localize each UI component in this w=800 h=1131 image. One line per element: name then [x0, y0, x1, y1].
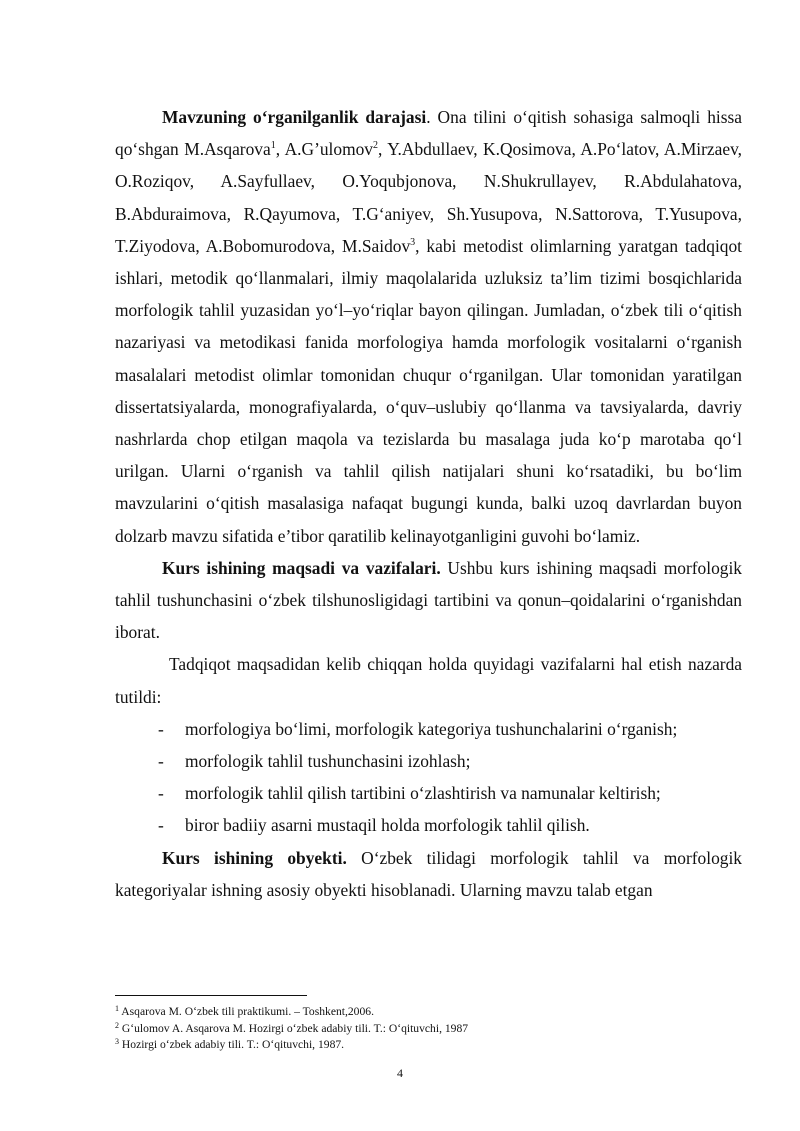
- list-item: [115, 809, 742, 841]
- footnotes: [115, 1004, 742, 1054]
- heading-object: Kurs ishining obyekti.: [162, 847, 347, 868]
- footnote: [115, 1037, 742, 1054]
- list-marker: -: [158, 815, 164, 836]
- footnote-mark: 1: [115, 1004, 119, 1013]
- footnote-text: Asqarova M. O‘zbek tili praktikumi. – Toshkent,2006.: [119, 1005, 374, 1018]
- list-item-text: morfologiya bo‘limi, morfologik kategoriya tushunchalarini o‘rganish;: [185, 718, 678, 739]
- page-number: 4: [397, 1066, 403, 1080]
- list-item-text: morfologik tahlil qilish tartibini o‘zlashtirish va namunalar keltirish;: [185, 783, 661, 804]
- list-marker: -: [158, 718, 164, 739]
- footnote-text: Hozirgi o‘zbek adabiy tili. T.: O‘qituvchi, 1987.: [119, 1038, 345, 1051]
- footnote-ref: 3: [410, 236, 416, 248]
- paragraph-object: [115, 842, 742, 906]
- footnote-mark: 3: [115, 1037, 119, 1046]
- task-list: [115, 713, 742, 842]
- footnote-ref: 2: [373, 140, 379, 152]
- list-item: [115, 713, 742, 745]
- paragraph-text: . Ona tilini o‘qitish sohasiga salmoqli hissa qo‘shgan M.Asqarova: [115, 107, 742, 160]
- paragraph-text: , A.G’ulomov: [275, 139, 374, 160]
- heading-goals: Kurs ishining maqsadi va vazifalari.: [162, 557, 441, 578]
- list-item-text: biror badiiy asarni mustaqil holda morfologik tahlil qilish.: [185, 815, 590, 836]
- list-marker: -: [158, 783, 164, 804]
- list-item: [115, 745, 742, 777]
- paragraph-text: O‘zbek tilidagi morfologik tahlil va morfologik kategoriyalar ishning asosiy obyekti hisoblanadi. Ularning mavzu talab etgan: [115, 847, 743, 900]
- paragraph-tasks-intro: Tadqiqot maqsadidan kelib chiqqan holda quyidagi vazifalarni hal etish nazarda tutildi:: [115, 654, 742, 707]
- paragraph-study-level: [115, 101, 742, 552]
- body-text: [115, 101, 742, 906]
- footnote-separator: [115, 995, 307, 996]
- heading-study-level: Mavzuning o‘rganilganlik darajasi: [162, 107, 427, 127]
- paragraph-text: , kabi metodist olimlarning yaratgan tadqiqot ishlari, metodik qo‘llanmalari, ilmiy maqolalarida uzluksiz ta’lim tizimi bosqichlarida morfologik tahlil yuzasidan yo‘l–yo‘riqlar bayon qilingan. Jumladan, o‘zbek tili o‘qitish nazariyasi va metodikasi fanida morfologiya hamda morfologik vositalarni o‘rganish masalalari metodist olimlar tomonidan chuqur o‘rganilgan. Ular tomonidan yaratilgan dissertatsiyalarda, monografiyalarda, o‘quv–uslubiy qo‘llanma va tavsiyalarda, davriy nashrlarda chop etilgan maqola va tezislarda bu masalaga juda ko‘p marotaba qo‘l urilgan. Ularni o‘rganish va tahlil qilish natijalari shuni ko‘rsatadiki, bu bo‘lim mavzularini o‘qitish masalasiga nafaqat bugungi kunda, balki uzoq davrlardan buyon dolzarb mavzu sifatida e’tibor qaratilib kelinayotganligini guvohi bo‘lamiz.: [115, 235, 743, 546]
- list-item: [115, 777, 742, 809]
- paragraph-text: , Y.Abdullaev, K.Qosimova, A.Po‘latov, A.Mirzaev, O.Roziqov, A.Sayfullaev, O.Yoqubjonova, N.Shukrullayev, R.Abdulahatova, B.Abduraimova, R.Qayumova, T.G‘aniyev, Sh.Yusupova, N.Sattorova, T.Yusupova, T.Ziyodova, A.Bobomurodova, M.Saidov: [115, 139, 742, 256]
- footnote-text: G‘ulomov A. Asqarova M. Hozirgi o‘zbek adabiy tili. T.: O‘qituvchi, 1987: [119, 1021, 469, 1035]
- footnote-ref: 1: [270, 140, 276, 152]
- list-item-text: morfologik tahlil tushunchasini izohlash;: [185, 751, 471, 772]
- footnote-mark: 2: [115, 1020, 119, 1030]
- paragraph-goals: [115, 552, 742, 649]
- paragraph-text: Ushbu kurs ishining maqsadi morfologik tahlil tushunchasini o‘zbek tilshunosligidagi tartibini va qonun–qoidalarini o‘rganishdan iborat.: [115, 557, 742, 643]
- list-marker: -: [158, 751, 164, 772]
- footnote: [115, 1004, 742, 1021]
- footnote: [115, 1021, 742, 1038]
